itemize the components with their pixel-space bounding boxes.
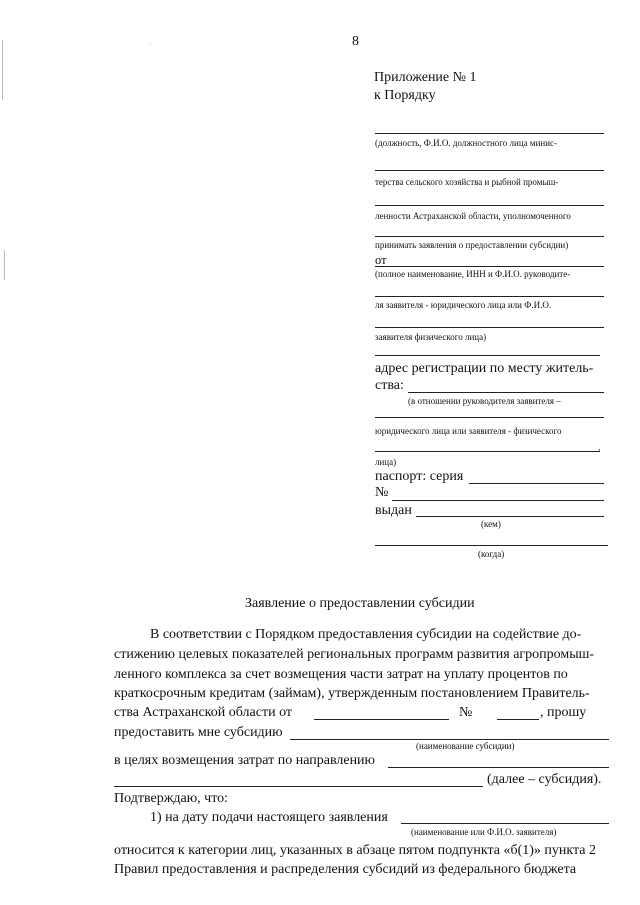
scan-mark xyxy=(150,43,151,44)
body-line: Подтверждаю, что: xyxy=(114,791,229,806)
passport-number-line xyxy=(392,500,604,501)
addressee-caption: принимать заявления о предоставлении субсидии) xyxy=(375,240,569,250)
address-line xyxy=(375,355,600,356)
address-comma: , xyxy=(598,442,601,452)
scan-mark xyxy=(2,40,3,100)
date-blank xyxy=(314,719,449,720)
addressee-line xyxy=(375,236,604,237)
from-label: от xyxy=(375,253,387,267)
body-line: ства Астраханской области от xyxy=(114,705,293,720)
address-line xyxy=(375,417,604,418)
passport-number-label: № xyxy=(375,485,389,500)
addressee-caption: (должность, Ф.И.О. должностного лица минис- xyxy=(375,138,558,148)
applicant-blank xyxy=(401,823,609,824)
body-line: предоставить мне субсидию xyxy=(114,725,283,740)
addressee-caption: ленности Астраханской области, уполномоченного xyxy=(375,211,571,221)
document-title: Заявление о предоставлении субсидии xyxy=(245,596,475,611)
direction-blank xyxy=(114,786,483,787)
subsidy-name-blank xyxy=(290,739,609,740)
body-line: в целях возмещения затрат по направлению xyxy=(114,753,376,768)
address-label: адрес регистрации по месту житель- xyxy=(375,361,594,376)
from-caption: ля заявителя - юридического лица или Ф.И.О. xyxy=(375,300,552,310)
from-caption: (полное наименование, ИНН и Ф.И.О. руководите- xyxy=(375,269,571,279)
issued-by-caption: (кем) xyxy=(481,519,501,529)
body-line: (далее – субсидия). xyxy=(487,772,602,787)
scan-mark xyxy=(4,250,5,280)
addressee-caption: терства сельского хозяйства и рыбной промыш- xyxy=(375,177,559,187)
address-caption: лица) xyxy=(375,457,397,467)
issued-when-caption: (когда) xyxy=(478,549,505,559)
from-line xyxy=(375,327,604,328)
body-line: 1) на дату подачи настоящего заявления xyxy=(150,810,388,825)
body-line: , прошу xyxy=(540,705,587,720)
addressee-line xyxy=(375,133,604,134)
appendix-title: Приложение № 1 xyxy=(374,70,477,85)
from-line xyxy=(375,296,604,297)
address-line xyxy=(375,451,600,452)
body-line: стижению целевых показателей региональных программ развития агропромыш- xyxy=(114,647,595,662)
body-line: ленного комплекса за счет возмещения части затрат на уплату процентов по xyxy=(114,667,568,682)
body-line: относится к категории лиц, указанных в абзаце пятом подпункта «б(1)» пункта 2 xyxy=(114,843,597,858)
address-label-cont: ства: xyxy=(375,378,404,393)
body-line: краткосрочным кредитам (займам), утвержденным постановлением Правитель- xyxy=(114,686,590,701)
passport-series-label: паспорт: серия xyxy=(375,469,464,484)
passport-issued-line xyxy=(416,516,604,517)
address-line xyxy=(408,392,604,393)
address-caption: (в отношении руководителя заявителя – xyxy=(408,396,561,406)
addressee-line xyxy=(375,205,604,206)
direction-blank xyxy=(388,767,609,768)
appendix-subtitle: к Порядку xyxy=(374,88,436,103)
body-line: В соответствии с Порядком предоставления субсидии на содействие до- xyxy=(150,627,582,642)
number-sign: № xyxy=(459,705,473,720)
page-number: 8 xyxy=(352,34,359,49)
from-caption: заявителя физического лица) xyxy=(375,332,487,342)
from-line xyxy=(375,266,604,267)
subsidy-caption: (наименование субсидии) xyxy=(416,741,515,751)
addressee-line xyxy=(375,170,604,171)
applicant-caption: (наименование или Ф.И.О. заявителя) xyxy=(411,827,557,837)
body-line: Правил предоставления и распределения субсидий из федерального бюджета xyxy=(114,862,577,877)
passport-series-line xyxy=(469,483,604,484)
number-blank xyxy=(497,719,539,720)
address-caption: юридического лица или заявителя - физического xyxy=(375,426,562,436)
passport-issued-label: выдан xyxy=(375,503,412,518)
passport-date-line xyxy=(375,545,608,546)
